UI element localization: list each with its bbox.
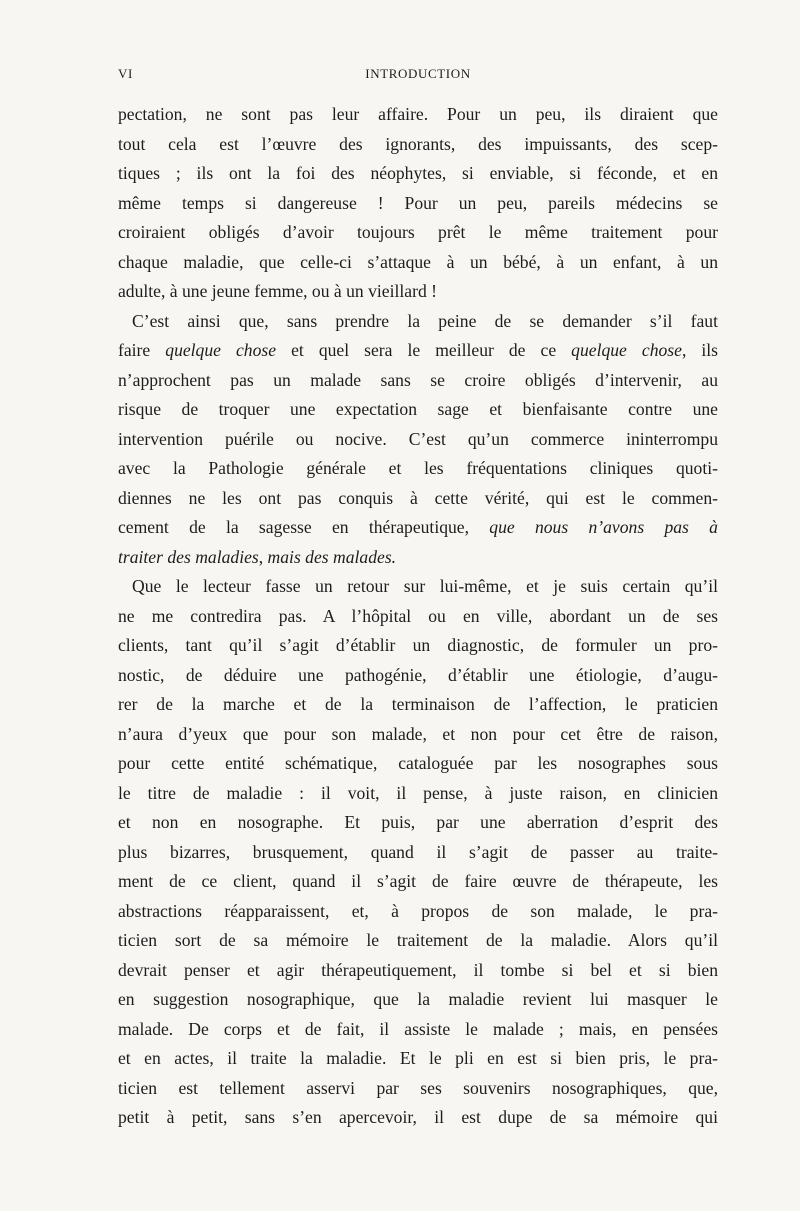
text-segment: ment de ce client, quand il s’agit de faire œuvre de thérapeute, les <box>118 871 718 891</box>
text-line <box>118 395 718 425</box>
text-line <box>118 248 718 278</box>
text-line <box>118 779 718 809</box>
text-segment: ticien sort de sa mémoire le traitement de la maladie. Alors qu’il <box>118 930 718 950</box>
text-line <box>118 808 718 838</box>
text-segment: tout cela est l’œuvre des ignorants, des impuissants, des scep- <box>118 133 718 154</box>
text-line <box>118 159 718 189</box>
text-line <box>118 218 718 248</box>
text-segment: faire <box>118 340 166 360</box>
text-segment: et en actes, il traite la maladie. Et le pli en est si bien pris, le pra- <box>118 1048 718 1068</box>
text-segment: rer de la marche et de la terminaison de l’affection, le praticien <box>118 694 718 714</box>
text-segment: Que le lecteur fasse un retour sur lui-même, et je suis certain qu’il <box>132 576 718 596</box>
text-segment: et quel sera le meilleur de ce <box>276 340 572 360</box>
text-segment: même temps si dangereuse ! Pour un peu, pareils médecins se <box>118 192 718 213</box>
text-segment: devrait penser et agir thérapeutiquement, il tombe si bel et si bien <box>118 959 718 980</box>
text-line <box>118 366 718 396</box>
text-line <box>118 425 718 455</box>
text-line <box>118 720 718 750</box>
text-segment: plus bizarres, brusquement, quand il s’agit de passer au traite- <box>118 841 718 862</box>
text-segment: petit à petit, sans s’en apercevoir, il est dupe de sa mémoire qui <box>118 1107 718 1127</box>
text-segment: pour cette entité schématique, cataloguée par les nosographes sous <box>118 753 718 773</box>
italic-text: quelque chose <box>571 340 682 360</box>
text-line <box>118 130 718 160</box>
text-segment: intervention puérile ou nocive. C’est qu’un commerce ininterrompu <box>118 428 718 449</box>
text-segment: n’approchent pas un malade sans se croire obligés d’intervenir, au <box>118 369 718 390</box>
text-segment: le titre de maladie : il voit, il pense, à juste raison, en clinicien <box>118 782 718 803</box>
text-segment: et non en nosographe. Et puis, par une aberration d’esprit des <box>118 812 718 832</box>
text-line <box>118 926 718 956</box>
text-segment: croiraient obligés d’avoir toujours prêt le même traitement pour <box>118 222 718 242</box>
italic-text: mais des malades. <box>267 546 397 567</box>
running-title: INTRODUCTION <box>365 66 471 81</box>
text-line <box>118 631 718 661</box>
text-segment: nostic, de déduire une pathogénie, d’établir une étiologie, d’augu- <box>118 664 718 685</box>
text-line <box>118 454 718 484</box>
text-line <box>118 985 718 1015</box>
text-line <box>118 189 718 219</box>
text-line <box>118 484 718 514</box>
italic-text: traiter des maladies <box>118 546 259 567</box>
text-line <box>118 690 718 720</box>
text-line <box>118 602 718 632</box>
text-segment: chaque maladie, que celle-ci s’attaque à un bébé, à un enfant, à un <box>118 251 718 272</box>
text-line <box>118 100 718 130</box>
running-head <box>118 66 718 88</box>
text-line <box>118 867 718 897</box>
text-segment: en suggestion nosographique, que la maladie revient lui masquer le <box>118 989 718 1009</box>
text-segment: malade. De corps et de fait, il assiste le malade ; mais, en pensées <box>118 1018 718 1039</box>
text-line <box>118 572 718 602</box>
text-line <box>118 1015 718 1045</box>
text-line <box>118 336 718 366</box>
text-segment: risque de troquer une expectation sage et bienfaisante contre une <box>118 399 718 419</box>
text-segment: , ils <box>681 340 718 360</box>
text-segment: abstractions réapparaissent, et, à propos de son malade, le pra- <box>118 900 718 921</box>
text-segment: n’aura d’yeux que pour son malade, et non pour cet être de raison, <box>118 723 718 744</box>
page-number: VI <box>118 66 133 81</box>
text-line <box>118 543 718 573</box>
text-segment: cement de la sagesse en thérapeutique, <box>118 517 490 537</box>
text-line <box>118 749 718 779</box>
body-text <box>118 100 718 1133</box>
text-segment: C’est ainsi que, sans prendre la peine de se demander s’il faut <box>132 310 718 331</box>
text-segment: , <box>258 546 268 567</box>
text-line <box>118 513 718 543</box>
text-line <box>118 1103 718 1133</box>
text-line <box>118 661 718 691</box>
text-segment: tiques ; ils ont la foi des néophytes, si enviable, si féconde, et en <box>118 163 718 183</box>
text-segment: pectation, ne sont pas leur affaire. Pour un peu, ils diraient que <box>118 104 718 124</box>
text-line <box>118 838 718 868</box>
text-line <box>118 1074 718 1104</box>
italic-text: quelque chose <box>165 340 277 360</box>
text-segment: clients, tant qu’il s’agit d’établir un diagnostic, de formuler un pro- <box>118 635 718 655</box>
text-segment: diennes ne les ont pas conquis à cette vérité, qui est le commen- <box>118 487 718 508</box>
text-line <box>118 277 718 307</box>
text-segment: avec la Pathologie générale et les fréquentations cliniques quoti- <box>118 458 718 478</box>
text-line <box>118 956 718 986</box>
text-segment: adulte, à une jeune femme, ou à un vieillard ! <box>118 281 438 301</box>
text-segment: ticien est tellement asservi par ses souvenirs nosographiques, que, <box>118 1077 718 1098</box>
text-line <box>118 897 718 927</box>
italic-text: que nous n’avons pas à <box>489 517 718 537</box>
text-line <box>118 1044 718 1074</box>
text-line <box>118 307 718 337</box>
text-segment: ne me contredira pas. A l’hôpital ou en ville, abordant un de ses <box>118 605 718 626</box>
